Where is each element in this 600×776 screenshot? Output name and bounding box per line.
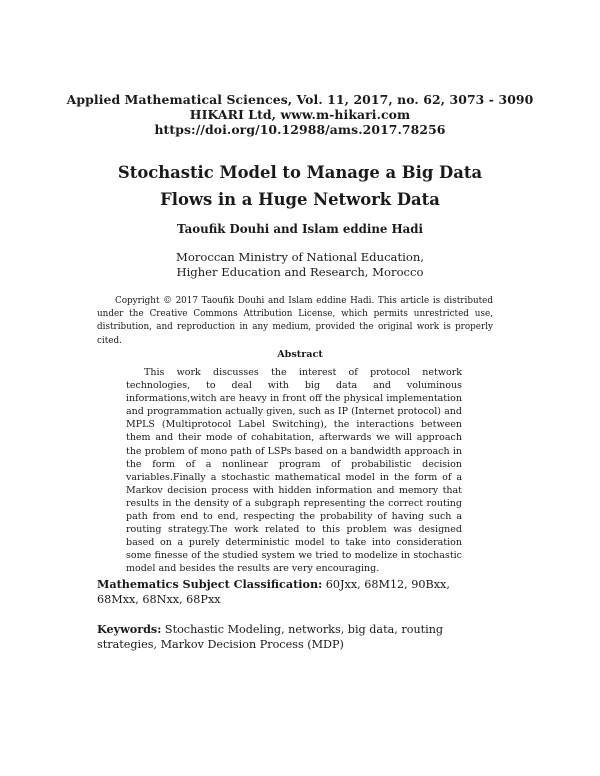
- keywords: [97, 622, 493, 652]
- abstract-text: This work discusses the interest of protocol network technologies, to deal with big data and voluminous informations,witch are heavy in front off the physical implementation and programmation actually given, such as IP (Internet protocol) and MPLS (Multiprotocol Label Switching), the interactions between them and their mode of cohabitation, afterwards we will approach the problem of mono path of LSPs based on a bandwidth approach in the form of a nonlinear program of probabilistic decision variables.Finally a stochastic mathematical model in the form of a Markov decision process with hidden information and memory that results in the density of a subgraph representing the correct routing path from end to end, respecting the probability of having such a routing strategy.The work related to this problem was designed based on a purely deterministic model to take into consideration some finesse of the studied system we tried to modelize in stochastic model and besides the results are very encouraging.: [126, 367, 462, 575]
- msc-value: 60Jxx, 68M12, 90Bxx, 68Mxx, 68Nxx, 68Pxx: [97, 578, 450, 606]
- msc-label: Mathematics Subject Classification:: [97, 577, 323, 591]
- affiliation-line-2: Higher Education and Research, Morocco: [176, 265, 424, 279]
- journal-header: [0, 92, 600, 137]
- abstract-body: [126, 366, 462, 576]
- keywords-label: Keywords:: [97, 622, 162, 636]
- journal-citation: Applied Mathematical Sciences, Vol. 11, 2017, no. 62, 3073 - 3090: [66, 92, 534, 107]
- title-line-1: Stochastic Model to Manage a Big Data: [117, 163, 483, 182]
- msc-classification: [97, 577, 493, 607]
- publisher-line: HIKARI Ltd, www.m-hikari.com: [189, 107, 411, 122]
- keywords-value: Stochastic Modeling, networks, big data, routing strategies, Markov Decision Process (MDP): [97, 623, 444, 651]
- abstract-heading: Abstract: [277, 349, 323, 360]
- affiliation: [0, 250, 600, 280]
- copyright-notice: [97, 295, 493, 348]
- affiliation-line-1: Moroccan Ministry of National Education,: [176, 250, 424, 264]
- paper-title: [0, 159, 600, 213]
- title-line-2: Flows in a Huge Network Data: [160, 190, 440, 209]
- copyright-text: Copyright © 2017 Taoufik Douhi and Islam eddine Hadi. This article is distributed under the Creative Commons Attribution License, which permits unrestricted use, distribution, and reproduction in any medium, provided the original work is properly cited.: [97, 296, 493, 346]
- author-list: Taoufik Douhi and Islam eddine Hadi: [176, 222, 424, 236]
- doi-link[interactable]: https://doi.org/10.12988/ams.2017.78256: [154, 122, 446, 137]
